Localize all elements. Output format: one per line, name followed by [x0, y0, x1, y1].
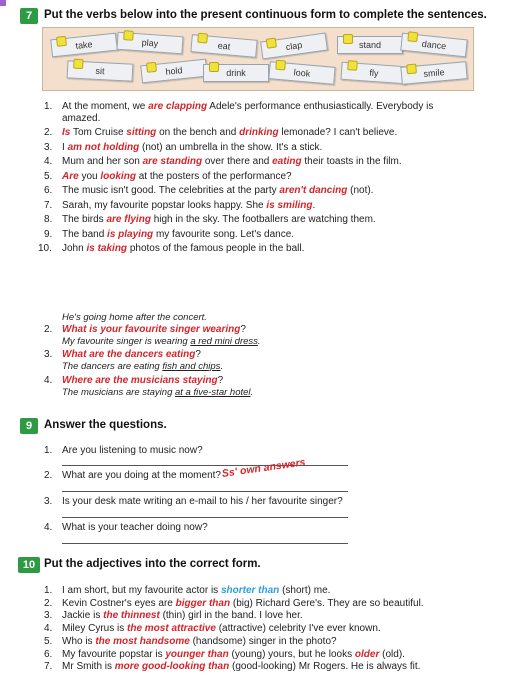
list-item: 10. John is taking photos of the famous people in the ball.	[38, 243, 305, 254]
answer-line[interactable]	[62, 517, 348, 518]
list-item: 3. Is your desk mate writing an e-mail to his / her favourite singer?	[44, 496, 343, 507]
list-item: 7. Mr Smith is more good-looking than (good-looking) Mr Rogers. He is always fit.	[44, 661, 421, 673]
list-item: amazed.	[62, 112, 101, 124]
answer-line[interactable]	[62, 543, 348, 544]
exercise-9-badge: 9	[20, 418, 38, 434]
list-item: 1. I am short, but my favourite actor is shorter than (short) me.	[44, 585, 331, 596]
verb-card-drink: drink	[203, 64, 269, 82]
verb-card-sit: sit	[67, 60, 134, 81]
verb-card-clap: clap	[260, 32, 328, 59]
exercise-7-title: Put the verbs below into the present continuous form to complete the sentences.	[44, 9, 487, 21]
list-item: 6. My favourite popstar is younger than (young) yours, but he looks older (old).	[44, 648, 405, 660]
list-item: 2. What are you doing at the moment?	[44, 470, 221, 481]
list-item: 2. Kevin Costner's eyes are bigger than (big) Richard Gere's. They are so beautiful.	[44, 597, 424, 609]
exercise-9-title: Answer the questions.	[44, 419, 167, 431]
list-item: 5. Who is the most handsome (handsome) singer in the photo?	[44, 635, 337, 647]
verb-card-play: play	[116, 32, 183, 55]
list-item: 8. The birds are flying high in the sky. The footballers are watching them.	[44, 214, 376, 225]
list-item: 4. Where are the musicians staying?	[44, 375, 224, 386]
exercise-10-title: Put the adjectives into the correct form.	[44, 558, 261, 570]
list-item: 3. What are the dancers eating?	[44, 349, 201, 360]
list-item: 2. Is Tom Cruise sitting on the bench and drinking lemonade? I can't believe.	[44, 127, 398, 138]
verb-card-hold: hold	[140, 59, 208, 84]
corner-marker	[0, 0, 6, 6]
verb-card-look: look	[268, 61, 335, 85]
verb-card-eat: eat	[190, 34, 257, 58]
own-answers-stamp: Ss' own answers	[221, 456, 307, 480]
list-item: 4. Mum and her son are standing over there and eating their toasts in the film.	[44, 156, 402, 167]
verb-card-dance: dance	[400, 33, 468, 58]
exercise-10-badge: 10	[18, 557, 40, 573]
exercise-7-badge: 7	[20, 8, 38, 24]
answer-text: The musicians are staying at a five-star hotel.	[62, 387, 254, 398]
list-item: 3. I am not holding (not) an umbrella in the show. It's a stick.	[44, 141, 323, 153]
verb-card-take: take	[50, 33, 118, 58]
list-item: 4. What is your teacher doing now?	[44, 522, 208, 533]
list-item: 1. At the moment, we are clapping Adele's performance enthusiastically. Everybody is	[44, 101, 434, 112]
verb-card-smile: smile	[400, 61, 467, 85]
verb-box	[42, 27, 474, 91]
list-item: 4. Miley Cyrus is the most attractive (attractive) celebrity I've ever known.	[44, 623, 381, 635]
list-item: 2. What is your favourite singer wearing?	[44, 324, 246, 335]
verb-card-stand: stand	[337, 36, 403, 54]
answer-text: My favourite singer is wearing a red mini dress.	[62, 336, 261, 347]
list-item: 3. Jackie is the thinnest (thin) girl in the band. I love her.	[44, 610, 303, 622]
list-item: 1. Are you listening to music now?	[44, 445, 203, 456]
verb-card-fly: fly	[340, 62, 407, 85]
list-item: 9. The band is playing my favourite song. Let's dance.	[44, 228, 295, 240]
list-item: 7. Sarah, my favourite popstar looks happy. She is smiling.	[44, 199, 316, 211]
list-item: 6. The music isn't good. The celebrities at the party aren't dancing (not).	[44, 185, 374, 196]
list-item: 5. Are you looking at the posters of the performance?	[44, 170, 292, 182]
answer-text: He's going home after the concert.	[62, 312, 207, 323]
answer-line[interactable]	[62, 491, 348, 492]
answer-text: The dancers are eating fish and chips.	[62, 361, 224, 372]
